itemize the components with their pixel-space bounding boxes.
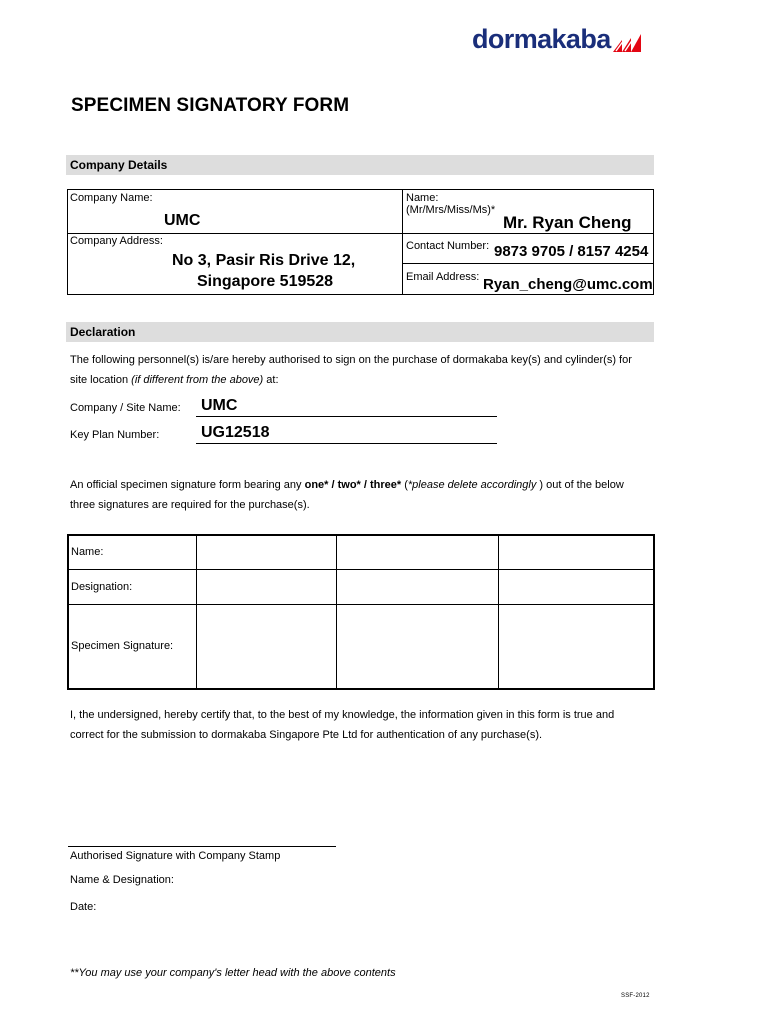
table-divider bbox=[498, 536, 499, 688]
table-divider bbox=[69, 569, 653, 570]
table-divider bbox=[402, 263, 653, 264]
certification-line1: I, the undersigned, hereby certify that, to the best of my knowledge, the information given in this form is true and bbox=[70, 709, 615, 721]
company-address-label: Company Address: bbox=[70, 235, 163, 247]
table-divider bbox=[196, 536, 197, 688]
key-plan-value: UG12518 bbox=[201, 424, 270, 441]
name-designation-label: Name & Designation: bbox=[70, 874, 174, 886]
key-plan-label: Key Plan Number: bbox=[70, 429, 160, 441]
contact-name-label-titles: (Mr/Mrs/Miss/Ms)* bbox=[406, 204, 496, 216]
official-signature-line2: three signatures are required for the purchase(s). bbox=[70, 499, 310, 511]
date-label: Date: bbox=[70, 901, 97, 913]
email-value: Ryan_cheng@umc.com bbox=[483, 276, 653, 293]
company-details-table bbox=[67, 189, 654, 295]
logo-text: dormakaba bbox=[472, 24, 611, 54]
footer-note: **You may use your company's letter head with the above contents bbox=[70, 967, 396, 979]
certification-text bbox=[70, 705, 660, 745]
table-divider bbox=[68, 233, 402, 234]
official-signature-line1: An official specimen signature form bearing any one* / two* / three* (*please delete accordingly ) out of the below bbox=[70, 479, 624, 491]
company-details-heading: Company Details bbox=[66, 155, 654, 175]
table-divider bbox=[402, 233, 653, 234]
logo-mark-icon bbox=[613, 34, 641, 52]
declaration-intro-line2: site location (if different from the above) at: bbox=[70, 374, 279, 386]
sig-row-designation-label: Designation: bbox=[71, 581, 133, 593]
table-divider bbox=[336, 536, 337, 688]
sig-row-signature-label: Specimen Signature: bbox=[71, 640, 174, 652]
declaration-intro bbox=[70, 350, 660, 390]
signature-table bbox=[67, 534, 655, 690]
official-signature-text bbox=[70, 475, 660, 515]
contact-number-label: Contact Number: bbox=[406, 240, 490, 252]
form-title: SPECIMEN SIGNATORY FORM bbox=[71, 95, 350, 116]
contact-name-value: Mr. Ryan Cheng bbox=[503, 213, 632, 232]
authorised-signature-label: Authorised Signature with Company Stamp bbox=[70, 850, 281, 862]
site-name-value: UMC bbox=[201, 397, 238, 414]
signature-line bbox=[68, 846, 336, 847]
company-address-line1: No 3, Pasir Ris Drive 12, bbox=[172, 252, 356, 269]
site-name-underline bbox=[196, 416, 497, 417]
sig-row-name-label: Name: bbox=[71, 546, 104, 558]
table-divider bbox=[402, 190, 403, 294]
form-code: SSF-2012 bbox=[621, 993, 650, 999]
certification-line2: correct for the submission to dormakaba Singapore Pte Ltd for authentication of any purchase(s). bbox=[70, 729, 543, 741]
key-plan-underline bbox=[196, 443, 497, 444]
company-name-value: UMC bbox=[164, 212, 201, 229]
site-name-label: Company / Site Name: bbox=[70, 402, 181, 414]
declaration-intro-line1: The following personnel(s) is/are hereby authorised to sign on the purchase of dormakaba key(s) and cylinder(s) for bbox=[70, 354, 632, 366]
contact-number-value: 9873 9705 / 8157 4254 bbox=[494, 243, 649, 260]
table-divider bbox=[69, 604, 653, 605]
dormakaba-logo bbox=[472, 26, 641, 53]
email-label: Email Address: bbox=[406, 271, 480, 283]
company-name-label: Company Name: bbox=[70, 192, 153, 204]
company-address-line2: Singapore 519528 bbox=[197, 273, 334, 290]
contact-name-label: Name: bbox=[406, 192, 439, 204]
declaration-heading: Declaration bbox=[66, 322, 654, 342]
